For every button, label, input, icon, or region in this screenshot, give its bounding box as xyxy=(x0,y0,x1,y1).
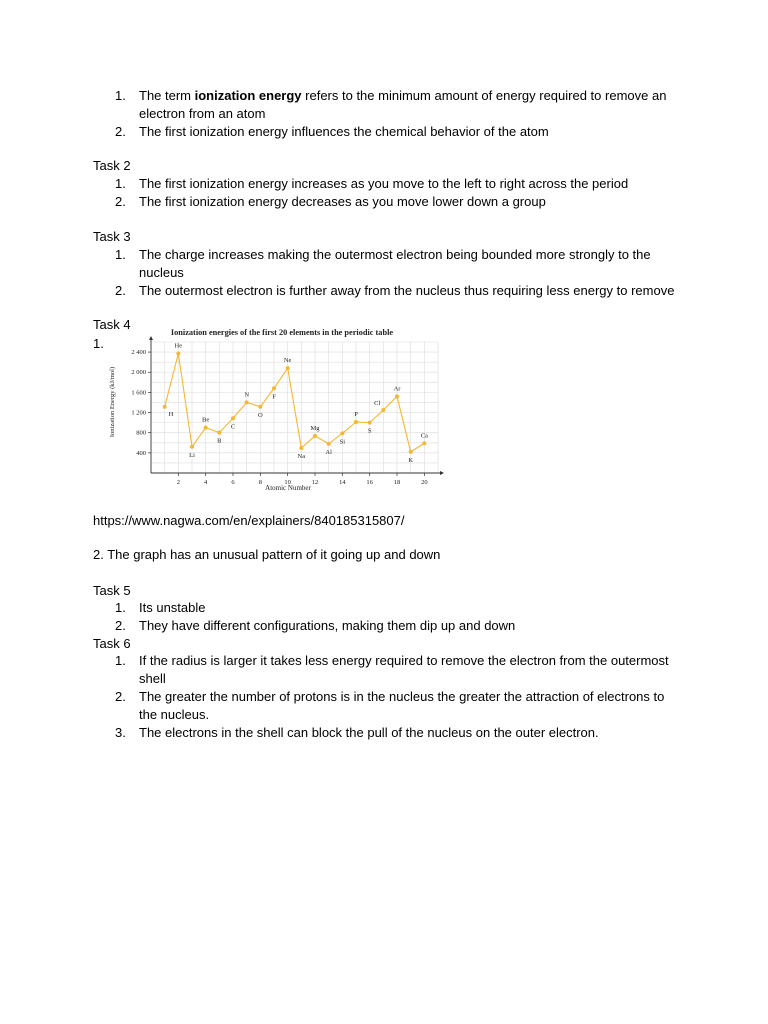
data-point xyxy=(395,394,399,398)
data-point xyxy=(340,431,344,435)
list-item xyxy=(0,688,679,724)
data-point xyxy=(190,445,194,449)
task4-heading: Task 4 xyxy=(93,317,131,332)
task3-heading: Task 3 xyxy=(93,229,131,244)
list-number: 1. xyxy=(115,247,126,262)
data-label: Ne xyxy=(283,357,292,365)
chart-title: Ionization energies of the first 20 elements in the periodic table xyxy=(170,328,394,337)
data-label: Be xyxy=(202,416,210,424)
item-text: The first ionization energy decreases as you move lower down a group xyxy=(139,194,546,209)
data-point xyxy=(354,420,358,424)
list-number: 2. xyxy=(115,618,126,633)
list-number: 2. xyxy=(115,689,126,704)
y-tick-label: 800 xyxy=(136,429,146,437)
list-item xyxy=(0,724,679,742)
data-label: B xyxy=(217,437,222,445)
y-axis-arrow xyxy=(149,336,153,340)
task6-list xyxy=(0,652,768,742)
list-number: 1. xyxy=(115,88,126,103)
list-number: 2. xyxy=(115,124,126,139)
y-axis-label: Ionization Energy (kJ/mol) xyxy=(109,366,116,438)
x-tick-label: 14 xyxy=(339,479,346,486)
data-point xyxy=(409,450,413,454)
data-label: Ca xyxy=(420,432,428,440)
data-label: S xyxy=(367,427,372,435)
task3-list xyxy=(0,246,768,300)
data-label: O xyxy=(257,411,263,419)
chart-point-labels xyxy=(169,342,428,463)
x-axis-arrow xyxy=(440,471,444,475)
data-point xyxy=(286,366,290,370)
task6-heading: Task 6 xyxy=(93,636,131,651)
ionization-energy-chart xyxy=(104,322,450,494)
list-number: 1. xyxy=(115,653,126,668)
source-link[interactable]: https://www.nagwa.com/en/explainers/840185315807/ xyxy=(93,513,405,528)
list-number: 1. xyxy=(115,176,126,191)
data-point xyxy=(231,416,235,420)
data-label: He xyxy=(174,342,183,350)
y-tick-label: 1 200 xyxy=(131,409,146,417)
x-tick-label: 16 xyxy=(366,479,373,486)
list-item xyxy=(0,617,679,635)
x-tick-label: 8 xyxy=(258,479,262,486)
list-number: 1. xyxy=(115,600,126,615)
y-tick-label: 400 xyxy=(136,449,146,457)
term-ionization-energy: ionization energy xyxy=(194,88,302,103)
item-text-pre: The term xyxy=(139,88,195,103)
data-label: Li xyxy=(189,451,195,459)
data-point xyxy=(327,442,331,446)
data-point xyxy=(313,434,317,438)
data-label: Al xyxy=(325,448,332,456)
data-label: Ar xyxy=(393,385,401,393)
x-tick-label: 12 xyxy=(311,479,319,486)
task2-list xyxy=(0,175,768,211)
x-tick-label: 10 xyxy=(284,479,291,486)
item-text: If the radius is larger it takes less energy required to remove the electron from the outermost shell xyxy=(139,653,669,686)
item-text: Its unstable xyxy=(139,600,206,615)
list-item xyxy=(0,282,679,300)
list-item xyxy=(0,87,679,123)
list-number: 3. xyxy=(115,725,126,740)
list-number: 2. xyxy=(115,283,126,298)
data-point xyxy=(217,431,221,435)
data-label: N xyxy=(244,391,250,399)
task1-list xyxy=(0,87,768,141)
item-text: The first ionization energy increases as you move to the left to right across the period xyxy=(139,176,629,191)
y-tick-label: 2 000 xyxy=(131,369,146,377)
x-tick-label: 4 xyxy=(204,479,208,486)
data-point xyxy=(299,446,303,450)
item-text: The electrons in the shell can block the pull of the nucleus on the outer electron. xyxy=(139,725,599,740)
x-axis-label: Atomic Number xyxy=(265,484,311,492)
data-point xyxy=(163,405,167,409)
item-text: The charge increases making the outermost electron being bounded more strongly to the nucleus xyxy=(139,247,651,280)
data-point xyxy=(422,441,426,445)
task5-heading: Task 5 xyxy=(93,583,131,598)
data-label: K xyxy=(408,456,414,464)
list-item xyxy=(0,123,679,141)
list-item xyxy=(0,652,679,688)
list-number: 2. xyxy=(115,194,126,209)
list-item xyxy=(0,175,679,193)
data-label: C xyxy=(230,423,236,431)
x-tick-label: 18 xyxy=(393,479,401,486)
list-item xyxy=(0,246,679,282)
x-tick-label: 20 xyxy=(421,479,428,486)
item-text-post: refers to the minimum amount of energy required to remove an electron from an atom xyxy=(139,88,667,121)
y-tick-label: 2 400 xyxy=(131,349,146,357)
data-label: H xyxy=(168,410,174,418)
task4-answer-2: 2. The graph has an unusual pattern of it going up and down xyxy=(93,547,441,562)
data-point xyxy=(272,386,276,390)
chart-svg xyxy=(104,322,450,494)
data-label: P xyxy=(354,411,358,419)
item-text: The first ionization energy influences the chemical behavior of the atom xyxy=(139,124,549,139)
data-point xyxy=(381,408,385,412)
y-tick-label: 1 600 xyxy=(131,389,146,397)
list-item xyxy=(0,599,679,617)
data-point xyxy=(245,400,249,404)
data-label: Cl xyxy=(374,399,381,407)
data-point xyxy=(258,405,262,409)
data-label: F xyxy=(272,393,276,401)
x-tick-label: 6 xyxy=(231,479,235,486)
x-tick-label: 2 xyxy=(176,479,180,486)
task5-list xyxy=(0,599,768,635)
data-point xyxy=(368,421,372,425)
data-point xyxy=(176,351,180,355)
data-label: Si xyxy=(339,438,346,446)
item-text: The outermost electron is further away from the nucleus thus requiring less energy to remove xyxy=(139,283,675,298)
data-point xyxy=(204,426,208,430)
task2-heading: Task 2 xyxy=(93,158,131,173)
item-text: They have different configurations, making them dip up and down xyxy=(139,618,516,633)
data-label: Mg xyxy=(310,424,320,432)
task4-item1-number: 1. xyxy=(93,336,104,351)
data-label: Na xyxy=(297,453,306,461)
list-item xyxy=(0,193,679,211)
item-text: The greater the number of protons is in the nucleus the greater the attraction of electrons to the nucleus. xyxy=(139,689,665,722)
